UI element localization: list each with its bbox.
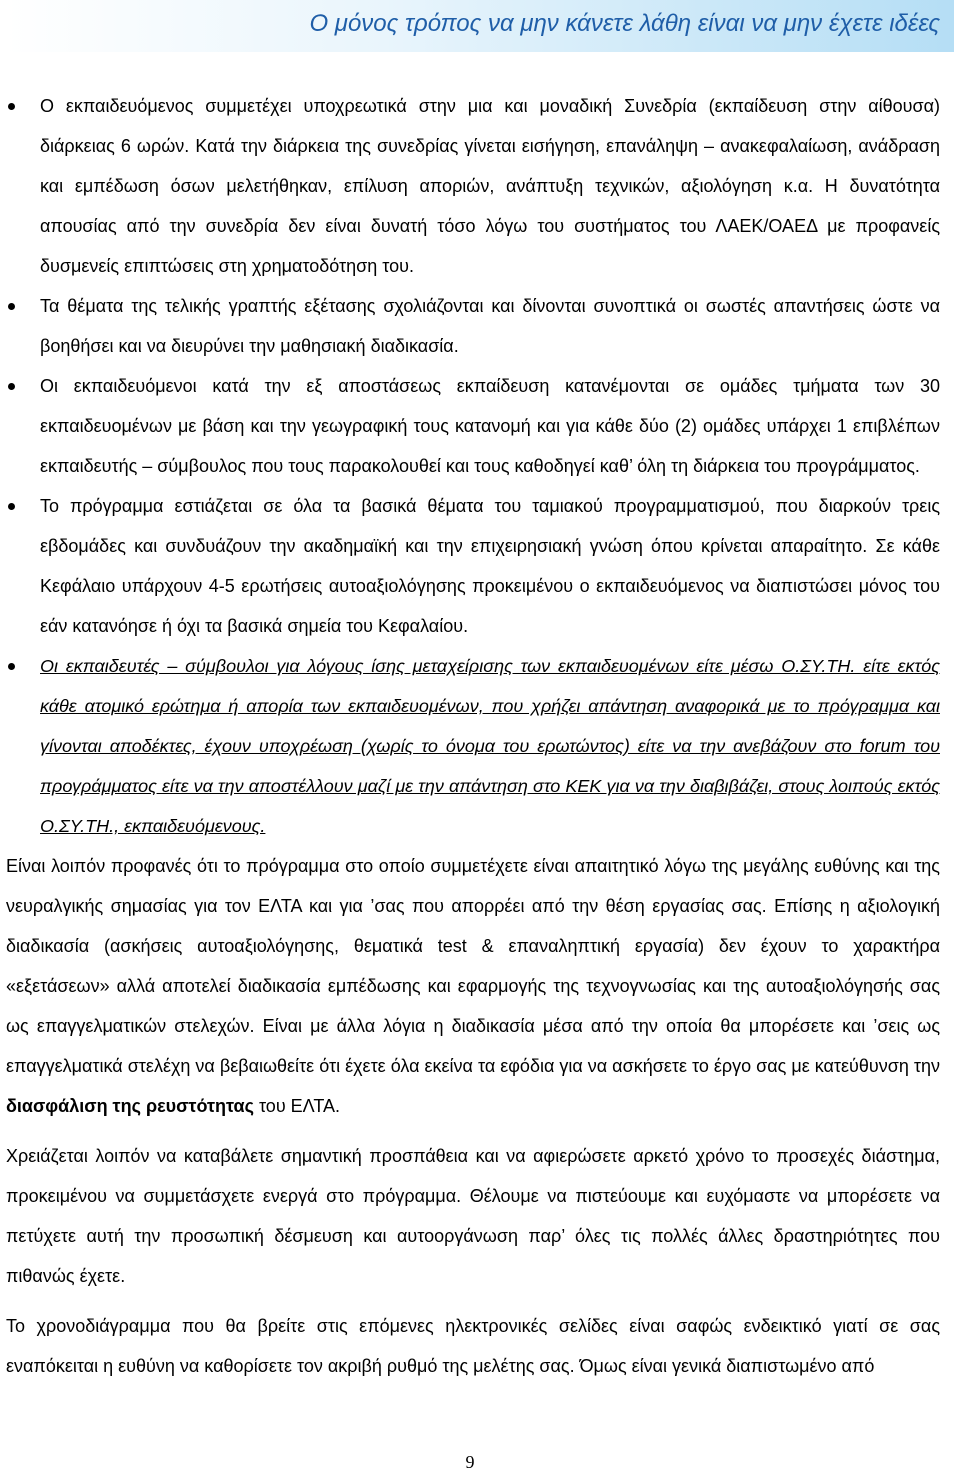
paragraph-effort: Χρειάζεται λοιπόν να καταβάλετε σημαντική προσπάθεια και να αφιερώσετε αρκετό χρόνο το προσεχές διάστημα, προκειμένου να συμμετάσχετε ενεργά στο πρόγραμμα. Θέλουμε να πιστεύουμε και ευχόμαστε να μπορέσετε να πετύχετε αυτή την προσωπική δέσμευση και αυτοοργάνωση παρ’ όλες τις πολλές άλλες δραστηριότητες που πιθανώς έχετε.	[6, 1146, 940, 1286]
bullet-icon	[8, 663, 15, 670]
page-number: 9	[465, 1452, 475, 1472]
bullet-icon	[8, 503, 15, 510]
paragraph-schedule: Το χρονοδιάγραμμα που θα βρείτε στις επόμενες ηλεκτρονικές σελίδες είναι σαφώς ενδεικτικό γιατί σε σας εναπόκειται η ευθύνη να καθορίσετε τον ακριβή ρυθμό της μελέτης σας. Όμως είναι γενικά διαπιστωμένο από	[6, 1316, 940, 1376]
list-item-text: Ο εκπαιδευόμενος συμμετέχει υποχρεωτικά στην μια και μοναδική Συνεδρία (εκπαίδευση στην αίθουσα) διάρκειας 6 ωρών. Κατά την διάρκεια της συνεδρίας γίνεται εισήγηση, επανάληψη – ανακεφαλαίωση, ανάδραση και εμπέδωση όσων μελετήθηκαν, επίλυση αποριών, ανάπτυξη τεχνικών, αξιολόγηση κ.α. Η δυνατότητα απουσίας από την συνεδρία δεν είναι δυνατή τόσο λόγω του συστήματος του ΛΑΕΚ/ΟΑΕΔ με προφανείς δυσμενείς επιπτώσεις στη χρηματοδότηση του.	[40, 96, 940, 276]
bullet-icon	[8, 383, 15, 390]
list-item-text: Τα θέματα της τελικής γραπτής εξέτασης σχολιάζονται και δίνονται συνοπτικά οι σωστές απαντήσεις ώστε να βοηθήσει και να διευρύνει την μαθησιακή διαδικασία.	[40, 296, 940, 356]
list-item	[6, 366, 940, 486]
list-item-text-emphasis: Οι εκπαιδευτές – σύμβουλοι για λόγους ίσης μεταχείρισης των εκπαιδευομένων είτε μέσω Ο.ΣΥ.ΤΗ. είτε εκτός κάθε ατομικό ερώτημα ή απορία των εκπαιδευομένων, που χρήζει απάντηση αναφορικά με το πρόγραμμα και γίνονται αποδέκτες, έχουν υποχρέωση (χωρίς το όνομα του ερωτώντος) είτε να την ανεβάζουν στο forum του προγράμματος είτε να την αποστέλλουν μαζί με την απάντηση στο ΚΕΚ για να την διαβιβάζει, στους λοιπούς εκτός Ο.ΣΥ.ΤΗ., εκπαιδευόμενους.	[40, 656, 940, 836]
bullet-icon	[8, 103, 15, 110]
bullet-list	[6, 86, 940, 846]
header-band	[6, 0, 954, 52]
paragraph-bold-text: διασφάλιση της ρευστότητας	[6, 1096, 254, 1116]
list-item	[6, 646, 940, 846]
paragraph-responsibility	[6, 846, 940, 1126]
list-item-text: Οι εκπαιδευόμενοι κατά την εξ αποστάσεως εκπαίδευση κατανέμονται σε ομάδες τμήματα των 30 εκπαιδευομένων με βάση και την γεωγραφική τους κατανομή και για κάθε δύο (2) ομάδες υπάρχει 1 επιβλέπων εκπαιδευτής – σύμβουλος που τους παρακολουθεί και τους καθοδηγεί καθ’ όλη τη διάρκεια του προγράμματος.	[40, 376, 940, 476]
paragraph-text-end: του ΕΛΤΑ.	[258, 1096, 341, 1116]
header-title: Ο μόνος τρόπος να μην κάνετε λάθη είναι να μην έχετε ιδέες	[309, 10, 940, 37]
list-item	[6, 86, 940, 286]
bullet-icon	[8, 303, 15, 310]
list-item-text: Το πρόγραμμα εστιάζεται σε όλα τα βασικά θέματα του ταμιακού προγραμματισμού, που διαρκούν τρεις εβδομάδες και συνδυάζουν την ακαδημαϊκή και την επιχειρησιακή γνώση όπου κρίνεται απαραίτητο. Σε κάθε Κεφάλαιο υπάρχουν 4-5 ερωτήσεις αυτοαξιολόγησης προκειμένου ο εκπαιδευόμενος να διαπιστώσει μόνος του εάν κατανόησε ή όχι τα βασικά σημεία του Κεφαλαίου.	[40, 496, 940, 636]
list-item	[6, 486, 940, 646]
paragraph-text: Είναι λοιπόν προφανές ότι το πρόγραμμα στο οποίο συμμετέχετε είναι απαιτητικό λόγω της μεγάλης ευθύνης και της νευραλγικής σημασίας για τον ΕΛΤΑ και για ’σας που απορρέει από την θέση εργασίας σας. Επίσης η αξιολογική διαδικασία (ασκήσεις αυτοαξιολόγησης, θεματικά test & επαναληπτική εργασία) δεν έχουν το χαρακτήρα «εξετάσεων» αλλά αποτελεί διαδικασία εμπέδωσης και εφαρμογής της τεχνογνωσίας και της αυτοαξιολόγησής σας ως επαγγελματικών στελεχών. Είναι με άλλα λόγια η διαδικασία μέσα από την οποία θα μπορέσετε και ’σεις ως επαγγελματικά στελέχη να βεβαιωθείτε ότι έχετε όλα εκείνα τα εφόδια για να ασκήσετε το έργο σας με κατεύθυνση την	[6, 856, 940, 1076]
list-item	[6, 286, 940, 366]
document-body	[6, 86, 940, 1386]
